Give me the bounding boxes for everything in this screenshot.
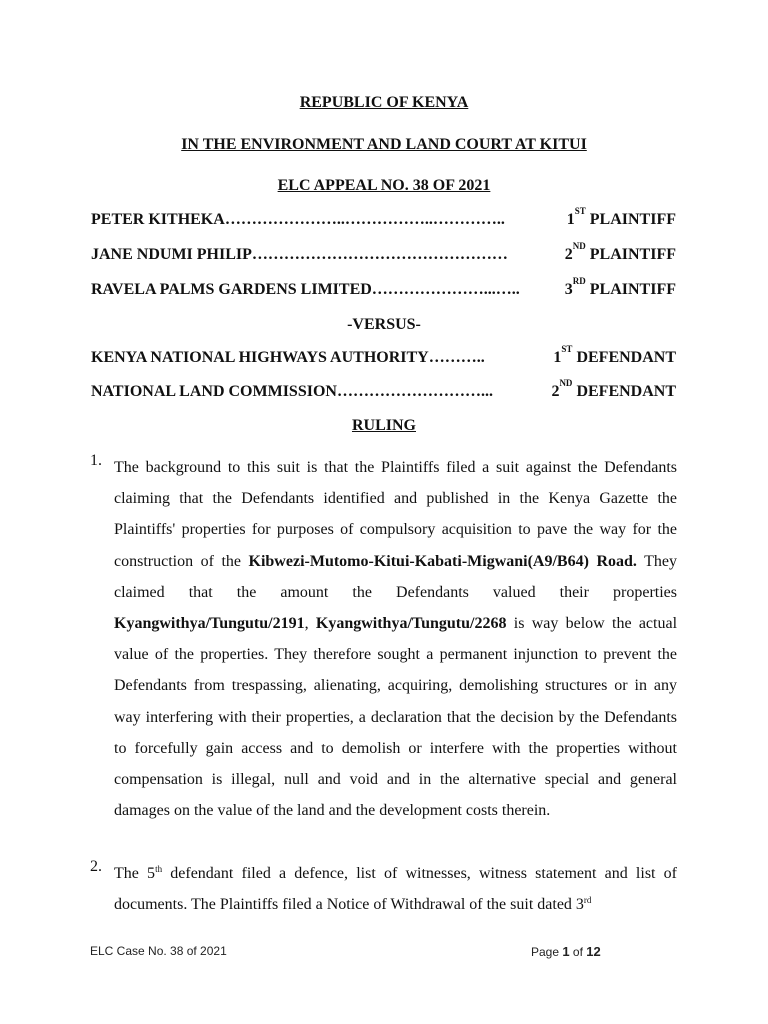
party-role: DEFENDANT — [576, 349, 676, 366]
party-role: PLAINTIFF — [589, 281, 676, 298]
party-line-1 — [91, 206, 676, 229]
party-name: NATIONAL LAND COMMISSION — [91, 383, 337, 400]
versus-label: -VERSUS- — [347, 316, 421, 333]
paragraph-number: 1. — [90, 452, 102, 469]
leader-dots: …………………...….. — [371, 281, 520, 298]
paragraph-number: 2. — [90, 858, 102, 875]
party-name: KENYA NATIONAL HIGHWAYS AUTHORITY — [91, 349, 429, 366]
party-line-5 — [91, 378, 676, 401]
leader-dots: …………………..……………..………….. — [224, 211, 505, 228]
party-role: PLAINTIFF — [589, 211, 676, 228]
leader-dots: ………………………………………… — [251, 246, 508, 263]
paragraph-body: The background to this suit is that the Plaintiffs filed a suit against the Defendants claiming that the Defendants identified and published in the Kenya Gazette the Plaintiffs' properties for purposes of compulsory acquisition to pave the way for the construction of the Kibwezi-Mutomo-Kitui-Kabati-Migwani(A9/B64) Road. They claimed that the amount the Defendants valued their properties Kyangwithya/Tungutu/2191, Kyangwithya/Tungutu/2268 is way below the actual value of the properties. They therefore sought a permanent injunction to prevent the Defendants from trespassing, alienating, acquiring, demolishing structures or in any way interfering with their properties, a declaration that the decision by the Defendants to forcefully gain access and to demolish or interfere with the properties without compensation is illegal, null and void and in the alternative special and general damages on the value of the land and the development costs therein. — [114, 459, 678, 820]
party-ordinal: 2 — [551, 383, 560, 400]
party-ordinal-suffix: RD — [572, 276, 586, 286]
leader-dots: ………………………... — [336, 383, 493, 400]
property-ref-2: Kyangwithya/Tungutu/2268 — [315, 615, 507, 633]
footer-page-number: Page 1 of 12 — [531, 944, 601, 959]
party-line-4 — [91, 344, 676, 367]
party-role: DEFENDANT — [576, 383, 676, 400]
ruling-title: RULING — [351, 417, 416, 434]
court-heading-court: IN THE ENVIRONMENT AND LAND COURT AT KITUI — [181, 136, 587, 153]
party-name: JANE NDUMI PHILIP — [91, 246, 252, 263]
road-name: Kibwezi-Mutomo-Kitui-Kabati-Migwani(A9/B64) Road. — [248, 552, 637, 570]
paragraph-1 — [90, 452, 677, 826]
court-heading-republic: REPUBLIC OF KENYA — [299, 94, 469, 111]
party-ordinal-suffix: ST — [574, 206, 586, 216]
party-ordinal: 2 — [564, 246, 573, 263]
party-ordinal: 1 — [553, 349, 562, 366]
party-ordinal-suffix: ST — [561, 344, 573, 354]
leader-dots: ……….. — [428, 349, 485, 366]
party-line-2 — [91, 241, 676, 264]
party-ordinal: 1 — [566, 211, 575, 228]
paragraph-2 — [90, 858, 677, 920]
party-ordinal-suffix: ND — [572, 241, 586, 251]
party-line-3 — [91, 276, 676, 299]
party-role: PLAINTIFF — [589, 246, 676, 263]
footer-case-number: ELC Case No. 38 of 2021 — [90, 944, 227, 958]
party-ordinal: 3 — [564, 281, 573, 298]
paragraph-body: The 5th defendant filed a defence, list of witnesses, witness statement and list of documents. The Plaintiffs filed a Notice of Withdrawal of the suit dated 3rd — [114, 864, 677, 914]
property-ref-1: Kyangwithya/Tungutu/2191 — [114, 615, 305, 633]
party-name: RAVELA PALMS GARDENS LIMITED — [91, 281, 372, 298]
party-name: PETER KITHEKA — [91, 211, 225, 228]
case-number-heading: ELC APPEAL NO. 38 OF 2021 — [277, 177, 491, 194]
party-ordinal-suffix: ND — [559, 378, 573, 388]
